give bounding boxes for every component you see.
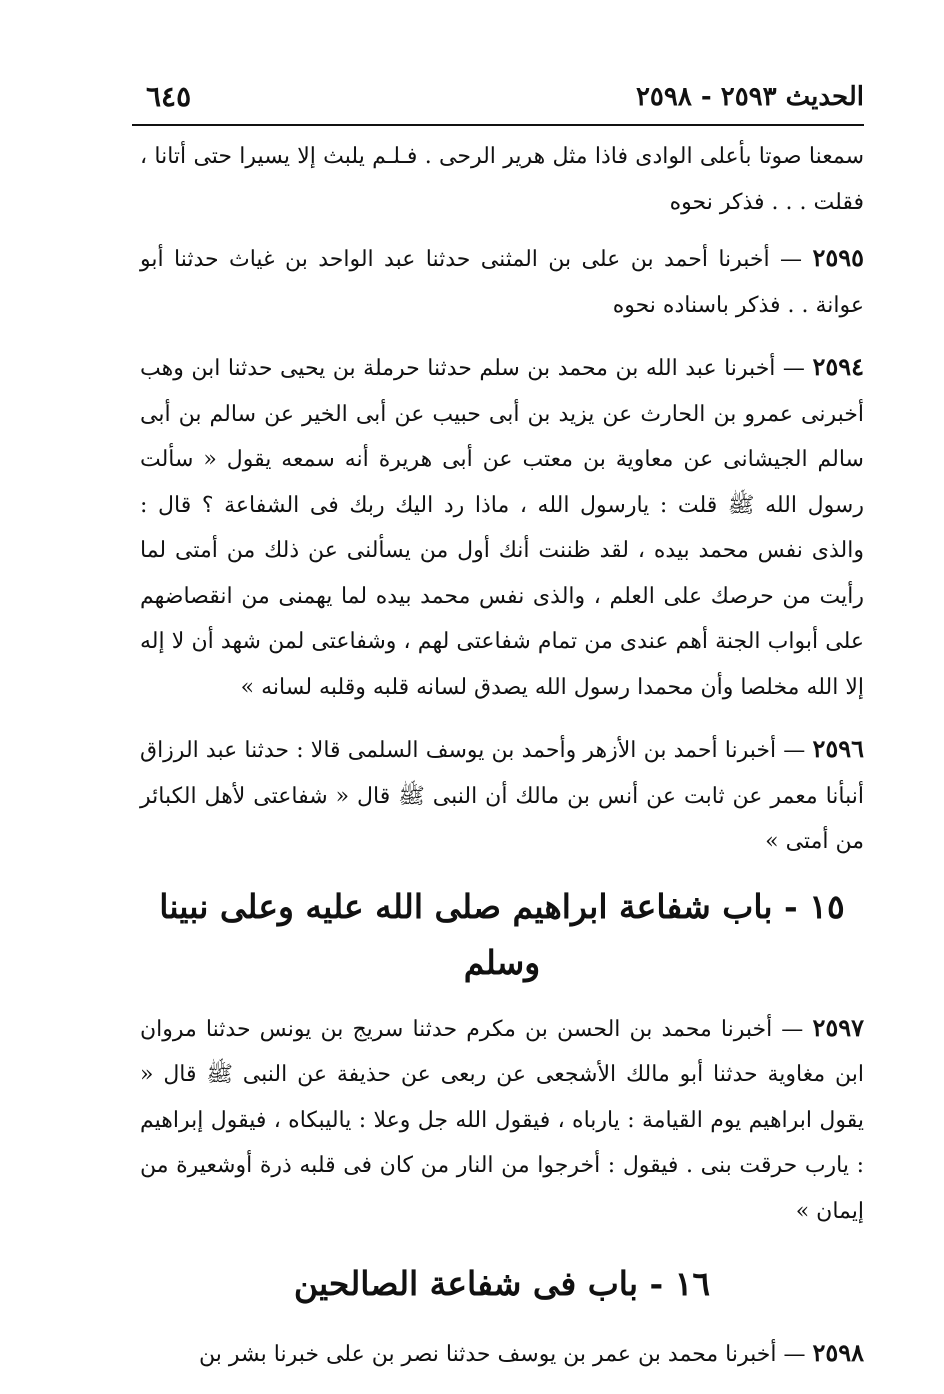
hadith-text: — أخبرنا محمد بن الحسن بن مكرم حدثنا سريج بن يونس حدثنا مروان ابن مغاوية حدثنا أبو مالك الأشجعى عن ربعى عن حذيفة عن النبى ﷺ قال « يقول ابراهيم يوم القيامة : يارباه ، فيقول الله جل وعلا : ياليبكاه ، فيقول إبراهيم : يارب حرقت بنى . فيقول : أخرجوا من النار من كان فى قلبه ذرة أوشعيرة من إيمان » — [140, 1016, 864, 1224]
hadith-number: ٢٥٩٦ — [812, 734, 864, 763]
hadith-number: ٢٥٩٨ — [812, 1338, 864, 1367]
page-number: ٦٤٥ — [146, 80, 192, 113]
hadith-text: — أخبرنا أحمد بن الأزهر وأحمد بن يوسف السلمى قالا : حدثنا عبد الرزاق أنبأنا معمر عن ثابت عن أنس بن مالك أن النبى ﷺ قال « شفاعتى لأهل الكبائر من أمتى » — [140, 738, 864, 854]
hadith-number: ٢٥٩٧ — [812, 1012, 864, 1042]
hadith-2597 — [140, 1005, 864, 1235]
hadith-2596 — [140, 726, 864, 865]
paragraph-text: سمعنا صوتا بأعلى الوادى فاذا مثل هرير الرحى . فـلـم يلبث إلا يسيرا حتى أتانا ، فقلت . . . فذكر نحوه — [140, 144, 864, 215]
page-header — [132, 78, 864, 118]
hadith-2598 — [140, 1330, 864, 1378]
hadith-number: ٢٥٩٤ — [812, 352, 864, 381]
hadith-2594 — [140, 344, 864, 710]
hadith-range: الحديث ٢٥٩٣ - ٢٥٩٨ — [635, 82, 864, 112]
header-rule — [132, 124, 864, 126]
page-body — [140, 134, 864, 1394]
hadith-text: — أخبرنا أحمد بن على بن المثنى حدثنا عبد الواحد بن غياث حدثنا أبو عوانة . . فذكر باسناده نحوه — [140, 247, 864, 318]
hadith-2595 — [140, 235, 864, 328]
hadith-number: ٢٥٩٥ — [812, 243, 864, 272]
paragraph-continuation — [140, 134, 864, 225]
hadith-text: — أخبرنا عبد الله بن محمد بن سلم حدثنا حرملة بن يحيى حدثنا ابن وهب أخبرنى عمرو بن الحارث عن يزيد بن أبى حبيب عن أبى الخير عن سالم بن أبى سالم الجيشانى عن معاوية بن معتب عن أبى هريرة أنه سمعه يقول « سألت رسول الله ﷺ قلت : يارسول الله ، ماذا رد اليك ربك فى الشفاعة ؟ قال : والذى نفس محمد بيده ، لقد ظننت أنك أول من يسألنى عن ذلك من أمتى لما رأيت من حرصك على العلم ، والذى نفس محمد بيده لما يهمنى من انقصاضهم على أبواب الجنة أهم عندى من تمام شفاعتى لهم ، وشفاعتى لمن شهد أن لا إله إلا الله مخلصا وأن محمدا رسول الله يصدق لسانه قلبه وقلبه لسانه » — [140, 356, 864, 700]
hadith-text: — أخبرنا محمد بن عمر بن يوسف حدثنا نصر بن على خبرنا بشر بن — [199, 1342, 813, 1367]
chapter-heading-15: ١٥ - باب شفاعة ابراهيم صلى الله عليه وعلى نبينا وسلم — [159, 886, 845, 982]
chapter-heading-16: ١٦ - باب فى شفاعة الصالحين — [293, 1264, 711, 1303]
